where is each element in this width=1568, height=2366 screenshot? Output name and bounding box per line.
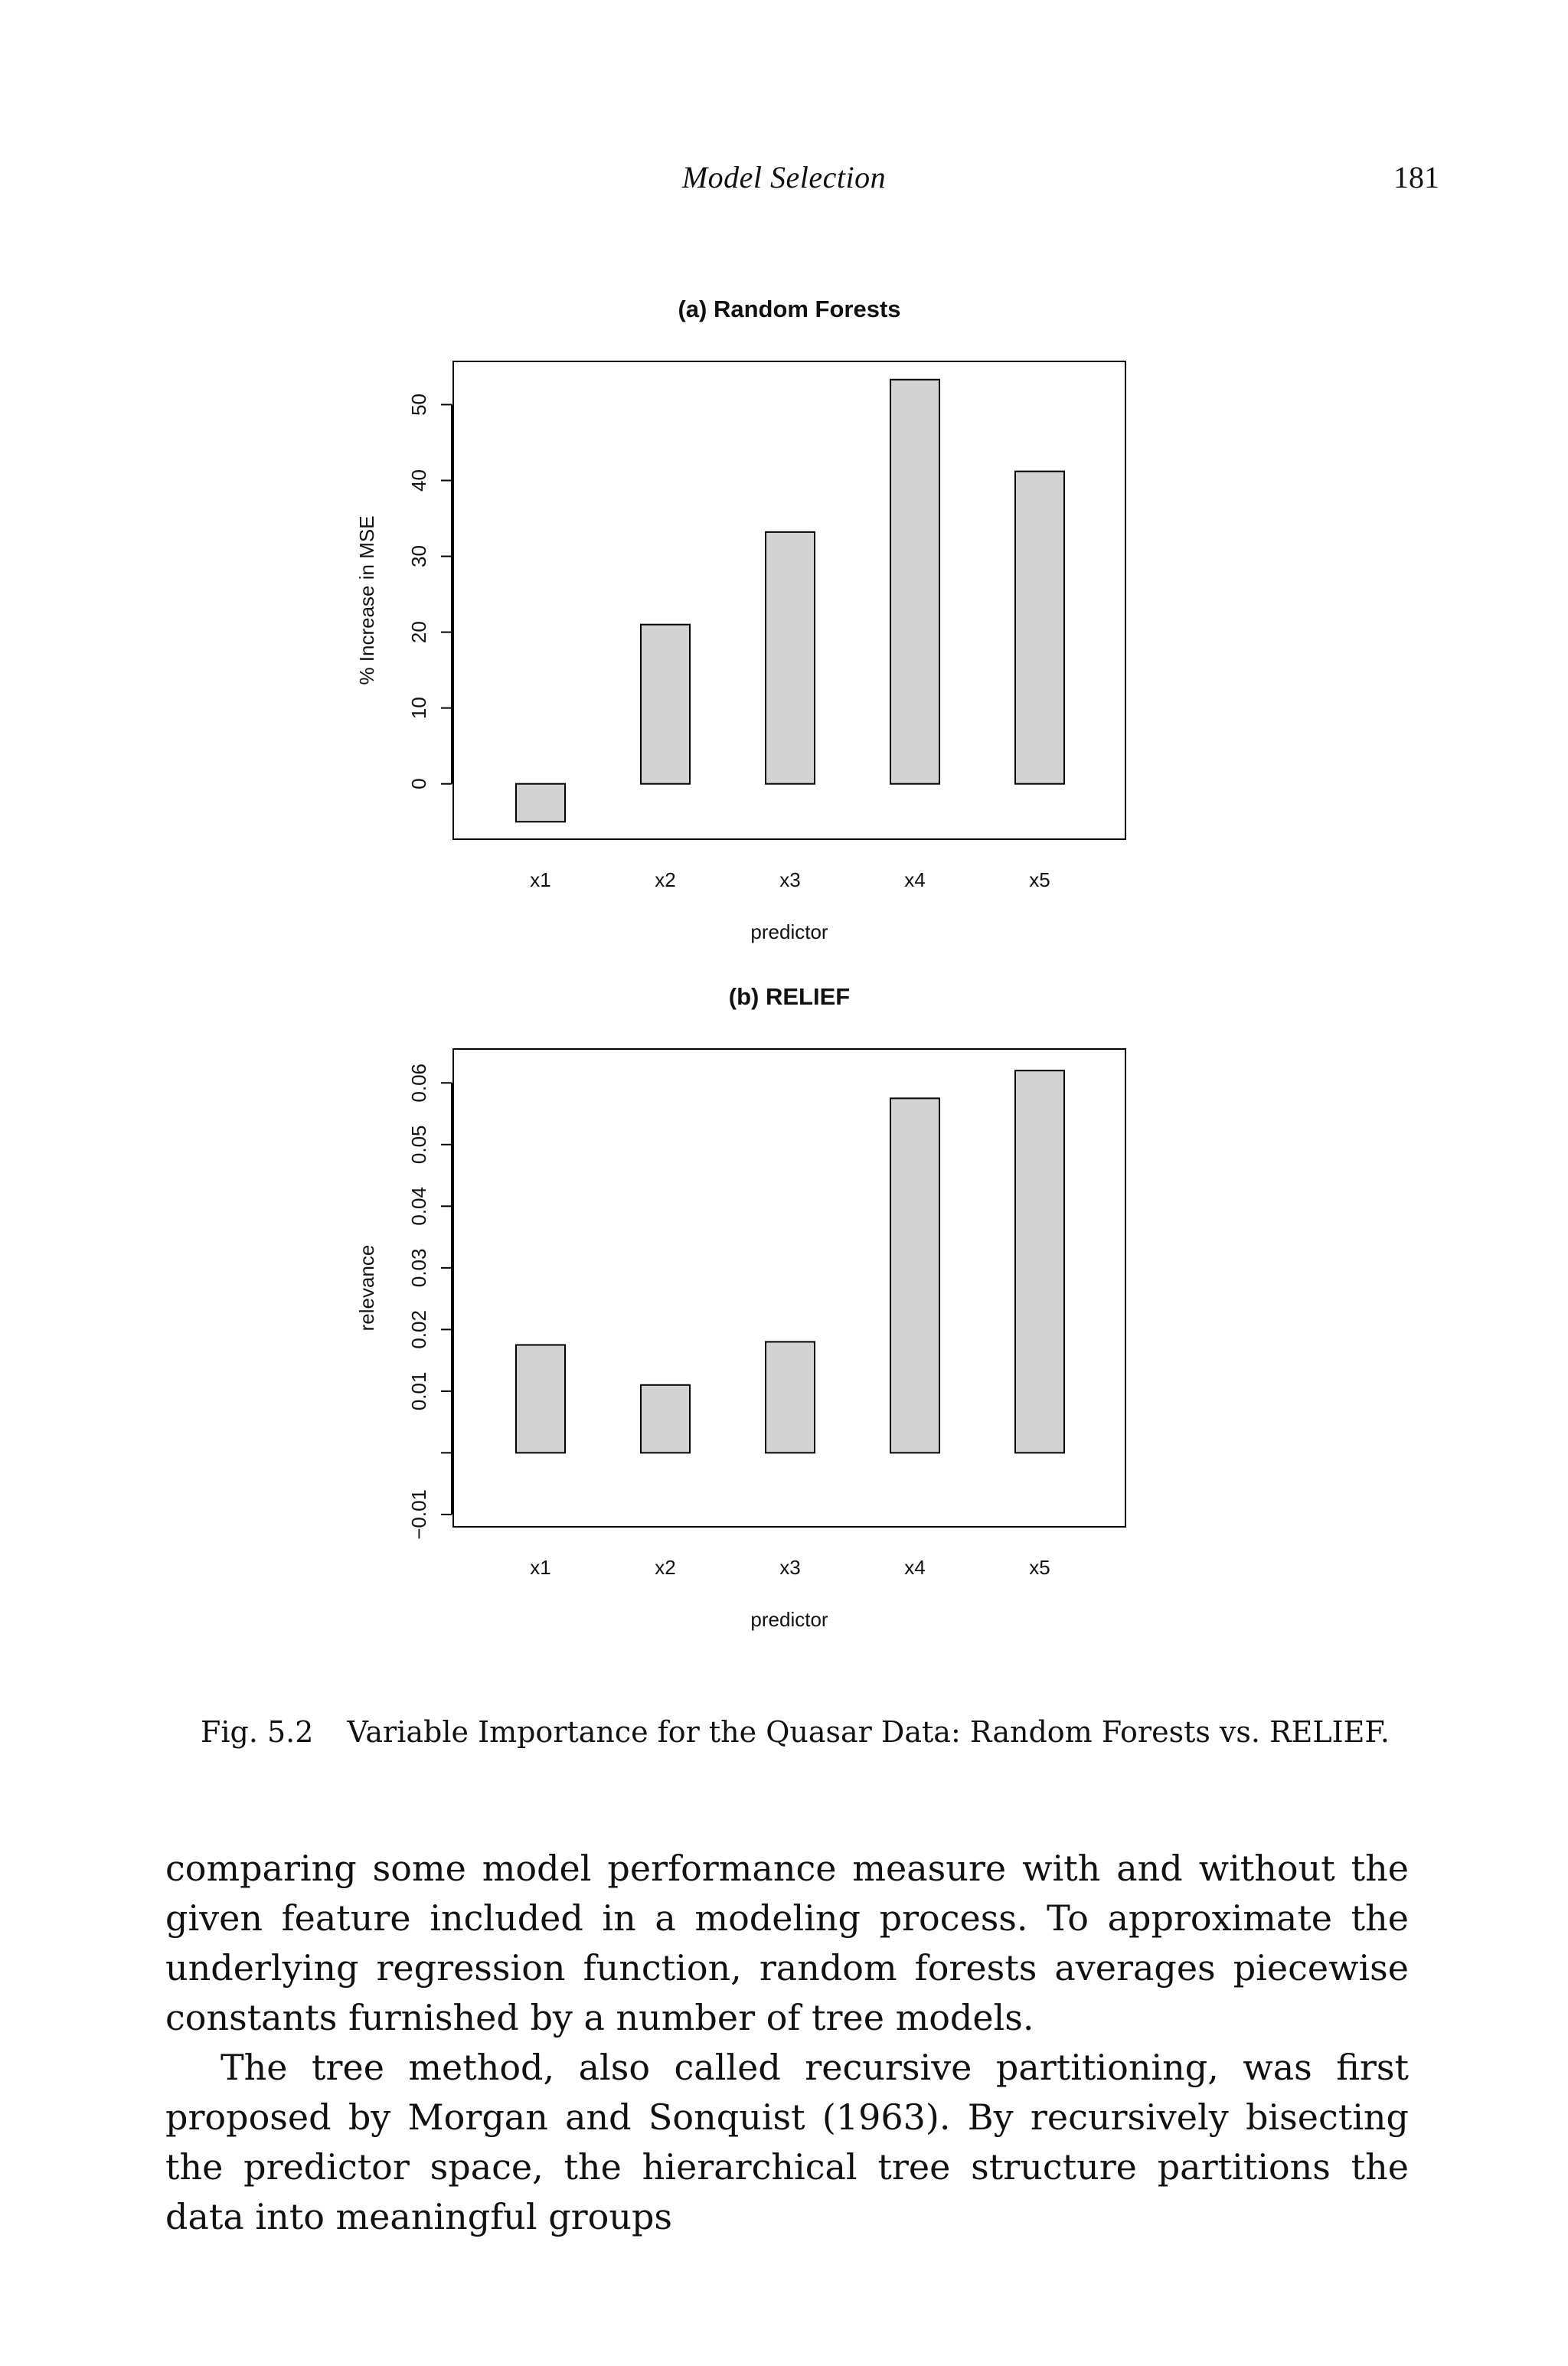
y-axis-label: relevance	[355, 1244, 378, 1332]
x-tick-label: x4	[904, 868, 926, 891]
bar-x5	[1015, 1070, 1064, 1453]
figure-label: Fig. 5.2	[201, 1715, 314, 1749]
x-tick-label: x2	[655, 868, 676, 891]
y-tick-label: 50	[407, 393, 430, 416]
bar-x3	[766, 532, 815, 784]
y-tick-label: 40	[407, 469, 430, 492]
bar-x2	[641, 1385, 690, 1453]
y-tick-label: 0.03	[407, 1248, 430, 1288]
y-tick-label: 0.05	[407, 1125, 430, 1165]
y-tick-label: 30	[407, 545, 430, 568]
chart-title: (b) RELIEF	[728, 983, 851, 1010]
figure-caption-text: Variable Importance for the Quasar Data: Random Forests vs. RELIEF.	[347, 1715, 1390, 1749]
bar-x2	[641, 625, 690, 784]
chart-random-forests	[355, 296, 1125, 943]
running-title: Model Selection	[681, 160, 887, 194]
chart-title: (a) Random Forests	[678, 296, 901, 322]
y-tick-label: 0.02	[407, 1310, 430, 1349]
figure-caption	[201, 1715, 1502, 1749]
y-tick-label: 0.06	[407, 1063, 430, 1103]
y-tick-label: 0.04	[407, 1187, 430, 1226]
paragraph-1: comparing some model performance measure with and without the given feature included in a modeling process. To approximate the underlying regression function, random forests averages piecewise constants furnished by a number of tree models.	[165, 1848, 1409, 2038]
y-axis-label: % Increase in MSE	[355, 515, 378, 685]
x-axis-label: predictor	[750, 1608, 828, 1631]
x-tick-label: x1	[530, 1556, 551, 1579]
y-tick-label: −0.01	[407, 1489, 430, 1540]
body-text	[165, 1844, 1409, 2242]
bar-x3	[766, 1341, 815, 1453]
paragraph-2: The tree method, also called recursive partitioning, was first proposed by Morgan and Sonquist (1963). By recursively bisecting the predictor space, the hierarchical tree structure partitions the data into meaningful groups	[165, 2047, 1409, 2237]
x-tick-label: x1	[530, 868, 551, 891]
y-tick-label: 0.01	[407, 1371, 430, 1411]
x-tick-label: x4	[904, 1556, 926, 1579]
y-tick-label: 10	[407, 697, 430, 720]
x-tick-label: x3	[779, 1556, 801, 1579]
bar-x5	[1015, 472, 1064, 784]
bar-x1	[516, 784, 565, 822]
y-tick-label: 20	[407, 621, 430, 644]
x-tick-label: x3	[779, 868, 801, 891]
chart-relief	[355, 983, 1125, 1631]
x-axis-label: predictor	[750, 920, 828, 943]
bar-x4	[890, 380, 939, 784]
x-tick-label: x5	[1029, 868, 1050, 891]
x-tick-label: x2	[655, 1556, 676, 1579]
bar-x1	[516, 1345, 565, 1453]
x-tick-label: x5	[1029, 1556, 1050, 1579]
y-tick-label: 0	[407, 778, 431, 789]
page-number: 181	[1393, 160, 1439, 194]
bar-x4	[890, 1098, 939, 1453]
